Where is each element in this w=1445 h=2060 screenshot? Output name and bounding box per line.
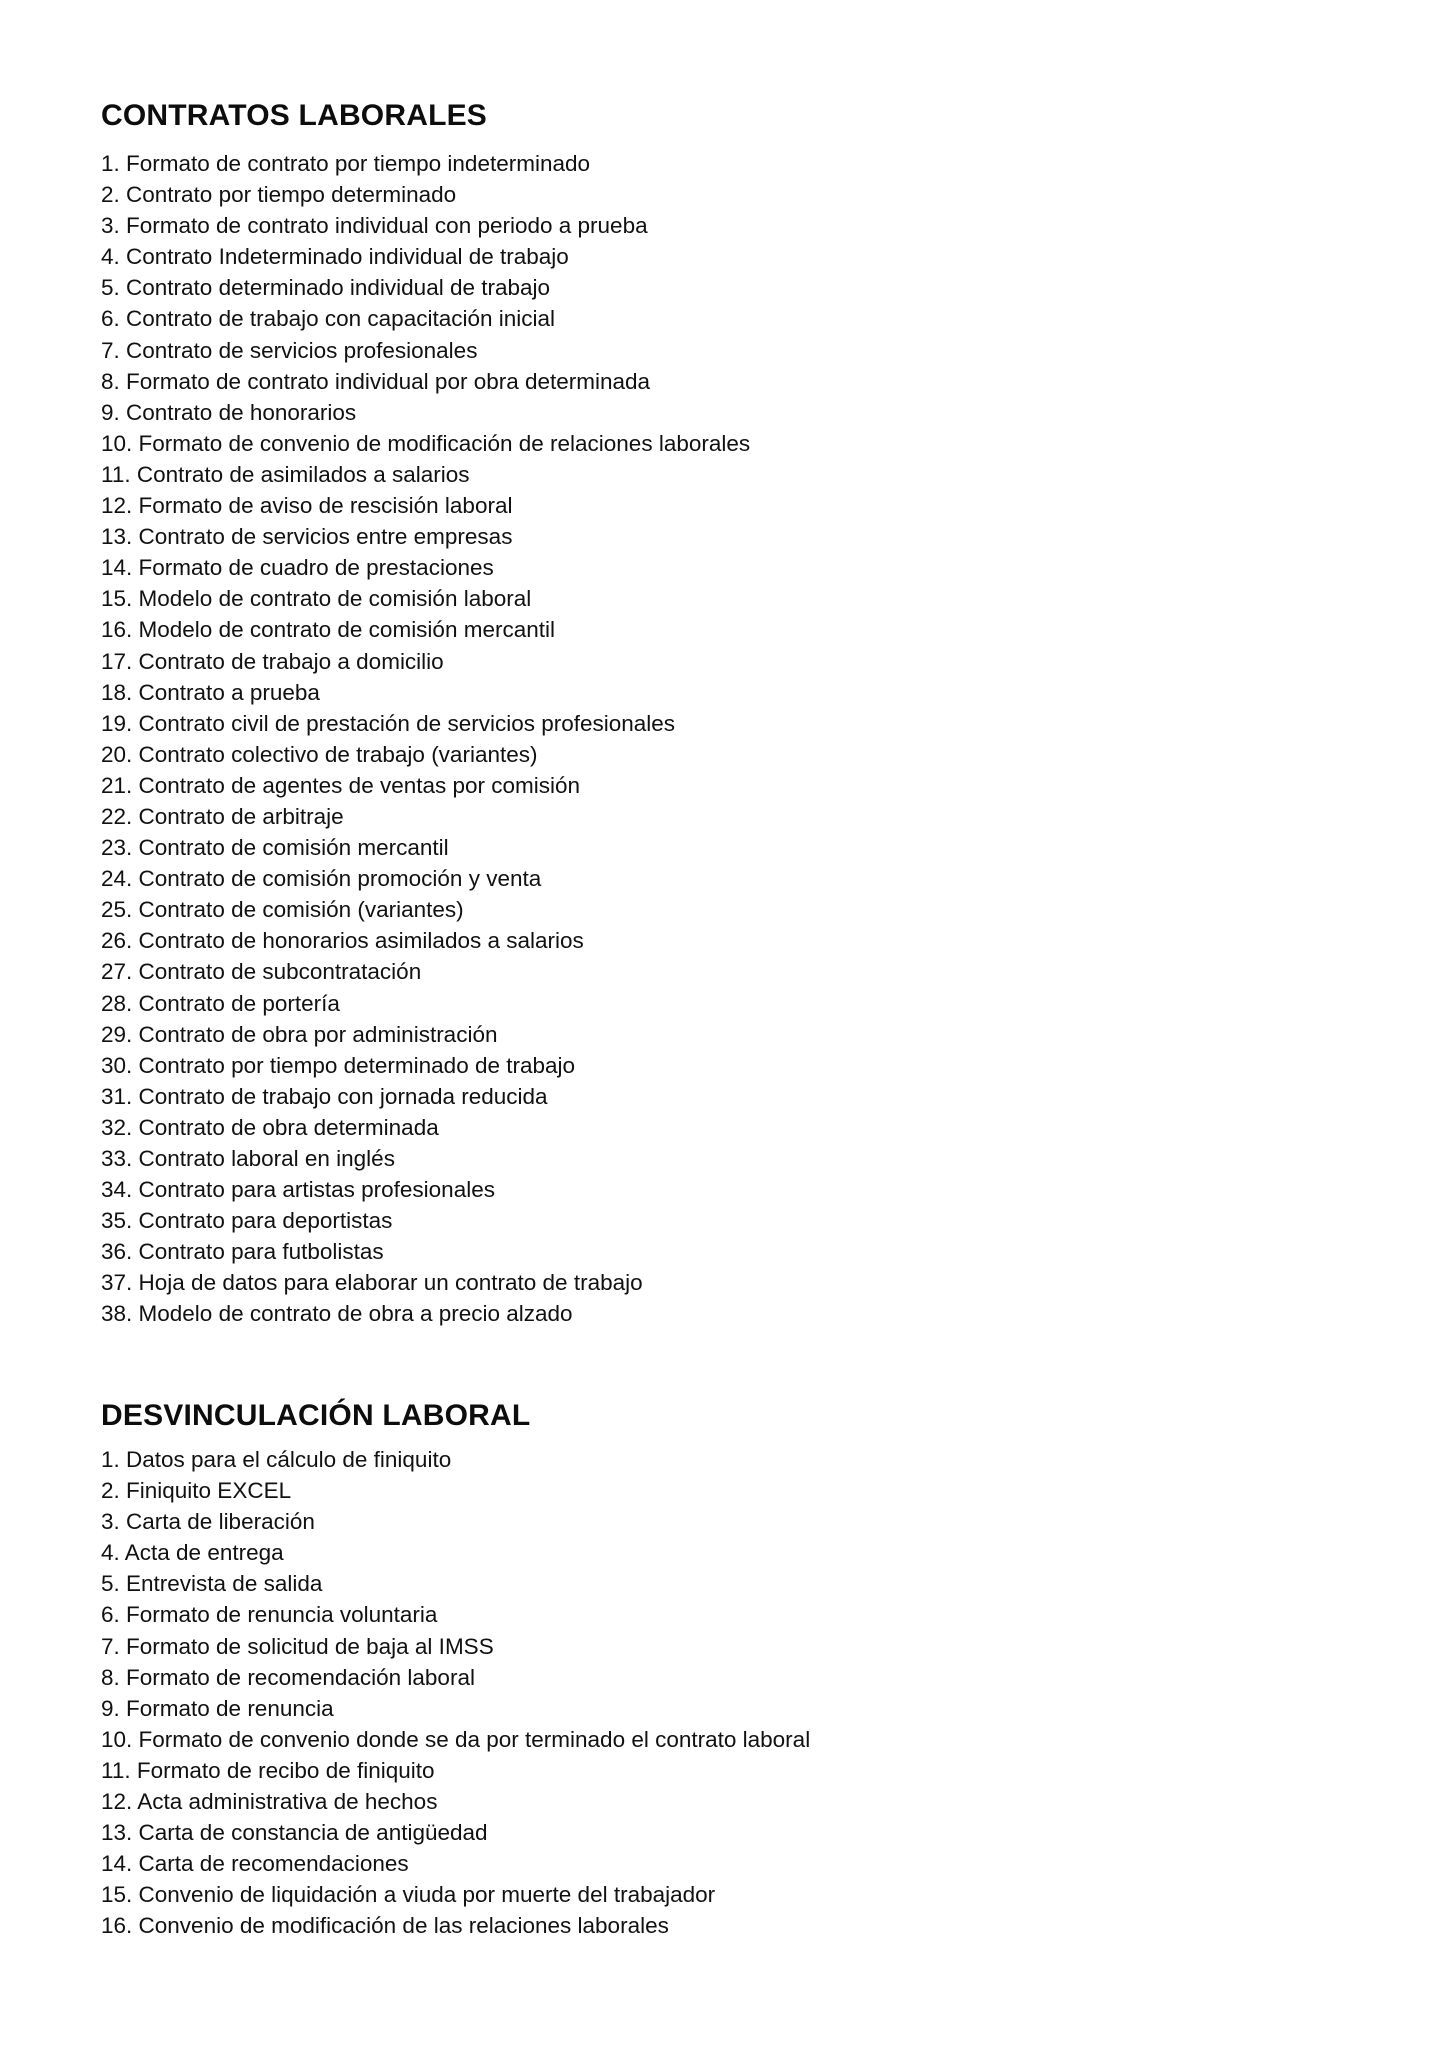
desvinculacion-laboral-list xyxy=(101,1444,810,1942)
list-item: 5. Contrato determinado individual de trabajo xyxy=(101,275,551,301)
list-item: 8. Formato de recomendación laboral xyxy=(101,1664,475,1690)
list-item: 34. Contrato para artistas profesionales xyxy=(101,1177,495,1203)
list-item: 28. Contrato de portería xyxy=(101,990,340,1016)
list-item: 4. Acta de entrega xyxy=(101,1540,284,1566)
list-item: 3. Carta de liberación xyxy=(101,1509,315,1535)
list-item: 9. Formato de renuncia xyxy=(101,1695,334,1721)
section-title-contratos-laborales: CONTRATOS LABORALES xyxy=(101,99,488,132)
list-item: 21. Contrato de agentes de ventas por comisión xyxy=(101,772,581,798)
list-item: 29. Contrato de obra por administración xyxy=(101,1021,498,1047)
list-item: 15. Convenio de liquidación a viuda por muerte del trabajador xyxy=(101,1882,716,1908)
list-item: 32. Contrato de obra determinada xyxy=(101,1114,439,1140)
list-item: 11. Contrato de asimilados a salarios xyxy=(101,461,470,487)
list-item: 30. Contrato por tiempo determinado de trabajo xyxy=(101,1052,576,1078)
list-item: 25. Contrato de comisión (variantes) xyxy=(101,897,464,923)
list-item: 16. Modelo de contrato de comisión mercantil xyxy=(101,617,555,643)
list-item: 11. Formato de recibo de finiquito xyxy=(101,1757,435,1783)
list-item: 14. Formato de cuadro de prestaciones xyxy=(101,555,494,581)
list-item: 1. Datos para el cálculo de finiquito xyxy=(101,1447,452,1472)
list-item: 27. Contrato de subcontratación xyxy=(101,959,422,985)
list-item: 16. Convenio de modificación de las relaciones laborales xyxy=(101,1913,669,1939)
list-item: 17. Contrato de trabajo a domicilio xyxy=(101,648,444,674)
list-item: 7. Formato de solicitud de baja al IMSS xyxy=(101,1633,494,1659)
list-item: 3. Formato de contrato individual con periodo a prueba xyxy=(101,213,648,239)
list-item: 31. Contrato de trabajo con jornada reducida xyxy=(101,1083,548,1109)
list-item: 24. Contrato de comisión promoción y venta xyxy=(101,866,542,892)
list-item: 38. Modelo de contrato de obra a precio alzado xyxy=(101,1301,573,1327)
list-item: 5. Entrevista de salida xyxy=(101,1571,323,1597)
contratos-laborales-list xyxy=(101,148,750,1330)
section-title-desvinculacion-laboral: DESVINCULACIÓN LABORAL xyxy=(101,1399,531,1432)
list-item: 22. Contrato de arbitraje xyxy=(101,803,344,829)
list-item: 15. Modelo de contrato de comisión laboral xyxy=(101,586,532,612)
list-item: 9. Contrato de honorarios xyxy=(101,399,357,425)
list-item: 33. Contrato laboral en inglés xyxy=(101,1146,395,1171)
list-item: 4. Contrato Indeterminado individual de trabajo xyxy=(101,244,569,270)
list-item: 12. Acta administrativa de hechos xyxy=(101,1789,438,1815)
list-item: 10. Formato de convenio de modificación de relaciones laborales xyxy=(101,430,751,456)
list-item: 12. Formato de aviso de rescisión laboral xyxy=(101,493,513,519)
list-item: 2. Finiquito EXCEL xyxy=(101,1478,292,1504)
list-item: 19. Contrato civil de prestación de servicios profesionales xyxy=(101,710,676,736)
list-item: 14. Carta de recomendaciones xyxy=(101,1851,409,1877)
list-item: 6. Contrato de trabajo con capacitación inicial xyxy=(101,306,556,332)
list-item: 35. Contrato para deportistas xyxy=(101,1208,393,1234)
list-item: 36. Contrato para futbolistas xyxy=(101,1239,384,1265)
list-item: 13. Carta de constancia de antigüedad xyxy=(101,1820,488,1846)
list-item: 6. Formato de renuncia voluntaria xyxy=(101,1602,438,1628)
list-item: 20. Contrato colectivo de trabajo (variantes) xyxy=(101,741,538,767)
list-item: 13. Contrato de servicios entre empresas xyxy=(101,524,513,550)
list-item: 8. Formato de contrato individual por obra determinada xyxy=(101,368,651,394)
list-item: 23. Contrato de comisión mercantil xyxy=(101,835,449,861)
list-item: 26. Contrato de honorarios asimilados a salarios xyxy=(101,928,584,954)
list-item: 7. Contrato de servicios profesionales xyxy=(101,337,478,363)
list-item: 37. Hoja de datos para elaborar un contrato de trabajo xyxy=(101,1270,643,1296)
list-item: 2. Contrato por tiempo determinado xyxy=(101,182,457,208)
list-item: 1. Formato de contrato por tiempo indeterminado xyxy=(101,151,591,176)
list-item: 10. Formato de convenio donde se da por terminado el contrato laboral xyxy=(101,1726,811,1752)
list-item: 18. Contrato a prueba xyxy=(101,679,320,705)
